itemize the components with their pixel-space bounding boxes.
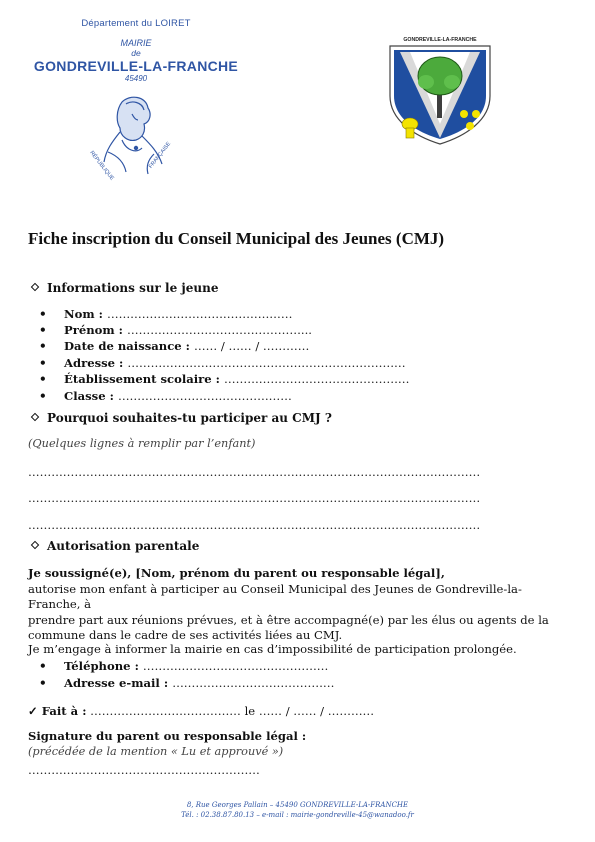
field-etablissement: • Établissement scolaire : ………………………………………… — [39, 372, 410, 386]
bullet-icon: • — [39, 389, 47, 403]
francaise-text: FRANÇAISE — [148, 141, 173, 170]
autorisation-line: autorise mon enfant à participer au Conseil Municipal des Jeunes de Gondreville-la-Franche, à — [28, 581, 522, 611]
fill-dots[interactable]: …………………………………… — [172, 676, 335, 690]
footer-contact: Tél. : 02.38.87.80.13 – e-mail : mairie-gondreville-45@wanadoo.fr — [181, 811, 414, 819]
republique-text: RÉPUBLIQUE — [88, 150, 115, 182]
fill-dots[interactable]: ……………………………………… — [117, 389, 292, 403]
field-date-naissance: • Date de naissance : …… / …… / ………… — [39, 339, 310, 353]
signature-hint: (précédée de la mention « Lu et approuvé ») — [28, 745, 284, 758]
field-telephone: • Téléphone : ………………………………………… — [39, 659, 329, 673]
commune-name: GONDREVILLE-LA-FRANCHE — [33, 58, 239, 74]
section-heading-info: Informations sur le jeune — [32, 281, 218, 295]
field-prenom: • Prénom : ………………………………………... — [39, 323, 312, 337]
section-heading-motivation: Pourquoi souhaites-tu participer au CMJ ? — [32, 411, 332, 425]
bullet-icon: • — [39, 676, 47, 690]
section-heading-autorisation: Autorisation parentale — [32, 539, 199, 553]
autorisation-line: prendre part aux réunions prévues, et à être accompagné(e) par les élus ou agents de la — [28, 612, 549, 627]
diamond-bullet-icon — [31, 413, 39, 421]
field-classe: • Classe : ……………………………………… — [39, 389, 292, 403]
motivation-hint: (Quelques lignes à remplir par l’enfant) — [28, 437, 256, 450]
bullet-icon: • — [39, 659, 47, 673]
fait-a-dots[interactable]: ………………………………… le …… / …… / ………… — [90, 704, 375, 718]
fill-dots[interactable]: ……………………………………………………………… — [127, 356, 406, 370]
bullet-icon: • — [39, 356, 47, 370]
coat-of-arms-icon — [386, 38, 494, 148]
footer-address: 8, Rue Georges Pallain – 45490 GONDREVILLE-LA-FRANCHE — [186, 801, 409, 809]
page-title: Fiche inscription du Conseil Municipal des Jeunes (CMJ) — [28, 229, 445, 248]
mairie-logo — [30, 18, 242, 83]
bullet-icon: • — [39, 307, 47, 321]
diamond-bullet-icon — [31, 541, 39, 549]
bullet-icon: • — [39, 372, 47, 386]
fait-a-label: ✓ Fait à : — [28, 704, 87, 718]
autorisation-line: commune dans le cadre de ses activités liées au CMJ. — [28, 628, 343, 642]
bullet-icon: • — [39, 323, 47, 337]
postcode-text: 45490 — [124, 74, 148, 83]
de-text: de — [131, 48, 141, 58]
field-email: • Adresse e-mail : …………………………………… — [39, 676, 335, 690]
fill-dots[interactable]: ………………………………………… — [142, 659, 329, 673]
fait-a-line — [28, 704, 374, 718]
signature-label: Signature du parent ou responsable légal : — [28, 729, 307, 743]
field-adresse: • Adresse : ……………………………………………………………… — [39, 356, 406, 370]
motivation-line[interactable]: ……………………………………………………………………………………………………… — [28, 465, 481, 479]
department-text: Département du LOIRET — [81, 18, 191, 29]
fill-dots[interactable]: ………………………………………... — [127, 323, 312, 337]
engagement-text: Je m’engage à informer la mairie en cas d’impossibilité de participation prolongée. — [28, 642, 517, 656]
fill-dots[interactable]: ………………………………………… — [224, 372, 410, 386]
mairie-text: MAIRIE — [120, 38, 152, 48]
diamond-bullet-icon — [31, 283, 39, 291]
fill-dots[interactable]: ………………………………………… — [106, 307, 293, 321]
field-nom: • Nom : ………………………………………… — [39, 307, 293, 321]
crest-label: GONDREVILLE-LA-FRANCHE — [403, 37, 477, 43]
signature-dots[interactable]: …………………………………………………… — [28, 763, 260, 777]
parent-name-line[interactable]: Je soussigné(e), [Nom, prénom du parent ou responsable légal], — [28, 566, 445, 580]
motivation-line[interactable]: ……………………………………………………………………………………………………… — [28, 518, 481, 532]
bullet-icon: • — [39, 339, 47, 353]
autorisation-paragraph — [28, 566, 568, 644]
motivation-line[interactable]: ……………………………………………………………………………………………………… — [28, 491, 481, 505]
fill-dots[interactable]: …… / …… / ………… — [194, 339, 310, 353]
